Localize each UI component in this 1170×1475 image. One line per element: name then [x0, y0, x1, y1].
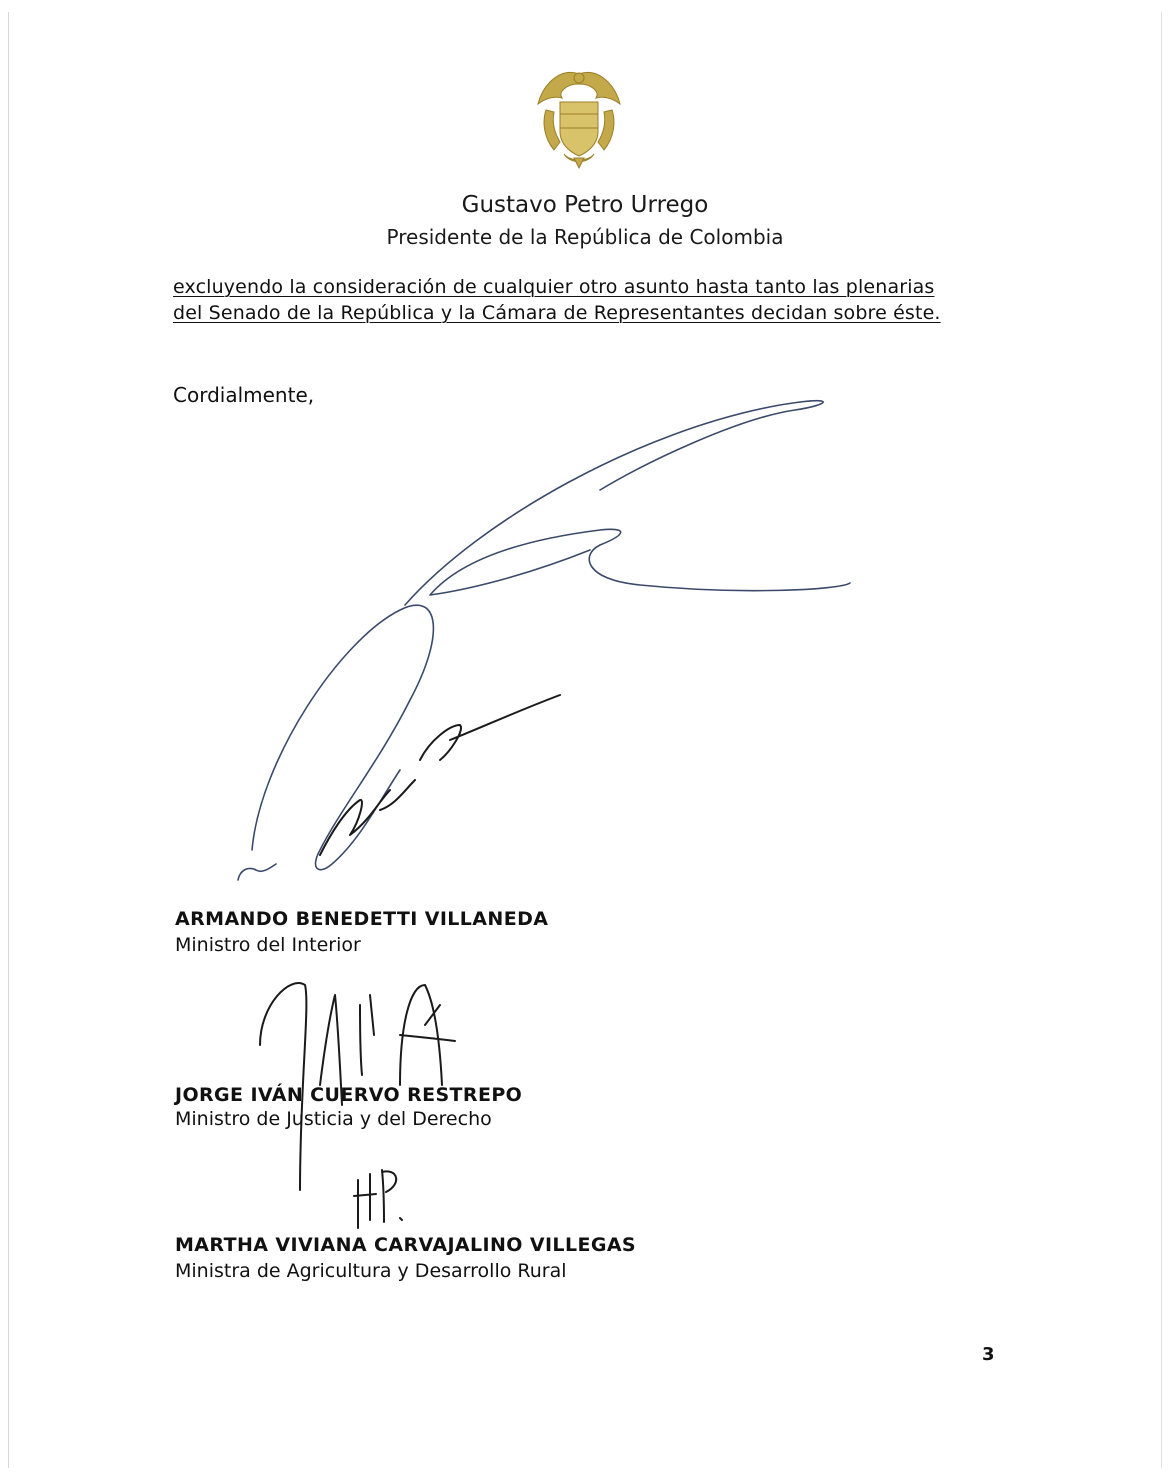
- header-name: Gustavo Petro Urrego: [461, 192, 709, 218]
- closing: Cordialmente,: [173, 383, 315, 407]
- coat-of-arms-icon: [528, 66, 630, 170]
- body-text-line-1: excluyendo la consideración de cualquier otro asunto hasta tanto las plenarias: [173, 276, 935, 298]
- signer-name-2: JORGE IVÁN CUERVO RESTREPO: [175, 1084, 523, 1106]
- page-number: 3: [982, 1344, 995, 1365]
- signer-name-1: ARMANDO BENEDETTI VILLANEDA: [175, 908, 549, 930]
- header-title: Presidente de la República de Colombia: [386, 225, 784, 249]
- body-text-line-2: del Senado de la República y la Cámara de Representantes decidan sobre éste.: [173, 302, 941, 324]
- signer-role-2: Ministro de Justicia y del Derecho: [175, 1108, 492, 1130]
- signer-role-3: Ministra de Agricultura y Desarrollo Rural: [175, 1260, 567, 1282]
- signer-name-3: MARTHA VIVIANA CARVAJALINO VILLEGAS: [175, 1234, 637, 1256]
- signer-role-1: Ministro del Interior: [175, 934, 361, 956]
